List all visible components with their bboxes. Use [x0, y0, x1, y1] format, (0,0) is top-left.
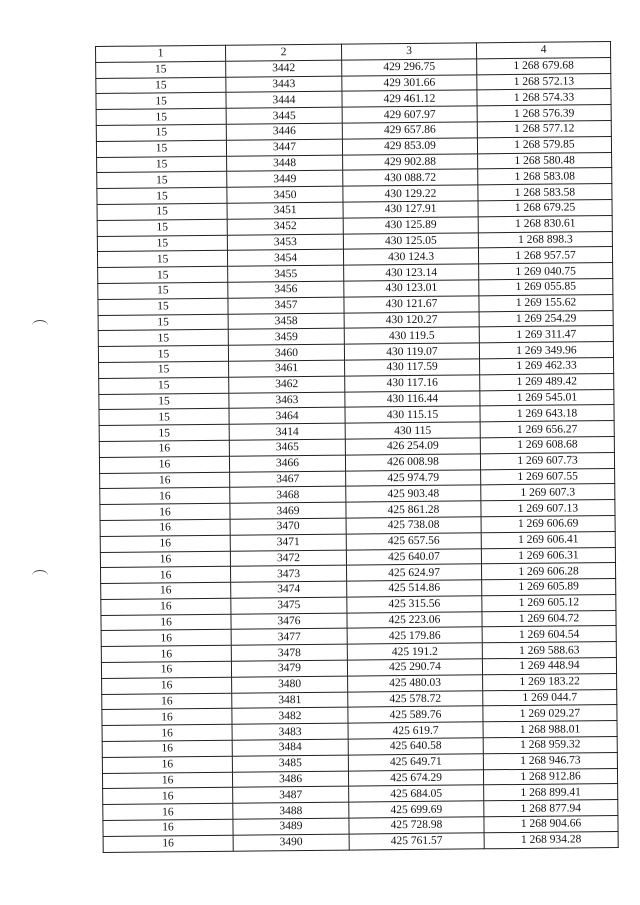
table-body [96, 57, 619, 852]
y-coordinate-cell: 1 268 957.57 [478, 247, 612, 264]
x-coordinate-cell: 425 179.86 [347, 627, 482, 644]
point-number-cell: 3478 [231, 644, 347, 661]
section-number-cell: 15 [99, 377, 229, 394]
section-number-cell: 15 [96, 77, 226, 94]
point-number-cell: 3461 [229, 360, 345, 377]
x-coordinate-cell: 425 674.29 [348, 769, 483, 786]
section-number-cell: 16 [101, 630, 231, 647]
x-coordinate-cell: 426 008.98 [345, 454, 480, 471]
y-coordinate-cell: 1 268 904.66 [484, 816, 618, 833]
y-coordinate-cell: 1 269 040.75 [479, 263, 613, 280]
y-coordinate-cell: 1 269 607.13 [481, 500, 615, 517]
x-coordinate-cell: 429 657.86 [342, 122, 477, 139]
point-number-cell: 3449 [227, 171, 343, 188]
section-number-cell: 15 [98, 330, 228, 347]
x-coordinate-cell: 425 684.05 [349, 785, 484, 802]
section-number-cell: 16 [101, 646, 231, 663]
y-coordinate-cell: 1 268 679.68 [477, 57, 611, 74]
point-number-cell: 3474 [231, 581, 347, 598]
y-coordinate-cell: 1 268 912.86 [483, 768, 617, 785]
x-coordinate-cell: 429 296.75 [342, 59, 477, 76]
y-coordinate-cell: 1 268 934.28 [484, 831, 618, 848]
section-number-cell: 15 [97, 187, 227, 204]
point-number-cell: 3446 [226, 123, 342, 140]
x-coordinate-cell: 425 728.98 [349, 817, 484, 834]
x-coordinate-cell: 425 624.97 [346, 564, 481, 581]
point-number-cell: 3477 [231, 629, 347, 646]
x-coordinate-cell: 429 461.12 [342, 90, 477, 107]
x-coordinate-cell: 430 123.01 [344, 280, 479, 297]
x-coordinate-cell: 425 315.56 [347, 596, 482, 613]
point-number-cell: 3487 [233, 787, 349, 804]
section-number-cell: 16 [101, 598, 231, 615]
section-number-cell: 15 [98, 266, 228, 283]
x-coordinate-cell: 425 223.06 [347, 611, 482, 628]
column-header: 2 [225, 44, 341, 61]
section-number-cell: 15 [99, 361, 229, 378]
section-number-cell: 16 [102, 724, 232, 741]
section-number-cell: 15 [97, 203, 227, 220]
section-number-cell: 15 [98, 345, 228, 362]
point-number-cell: 3476 [231, 613, 347, 630]
y-coordinate-cell: 1 269 489.42 [480, 373, 614, 390]
point-number-cell: 3456 [228, 281, 344, 298]
point-number-cell: 3463 [229, 392, 345, 409]
x-coordinate-cell: 425 619.7 [348, 722, 483, 739]
point-number-cell: 3448 [227, 155, 343, 172]
y-coordinate-cell: 1 269 607.73 [480, 452, 614, 469]
section-number-cell: 15 [96, 108, 226, 125]
section-number-cell: 16 [102, 709, 232, 726]
x-coordinate-cell: 430 088.72 [343, 169, 478, 186]
point-number-cell: 3480 [232, 676, 348, 693]
x-coordinate-cell: 429 853.09 [342, 138, 477, 155]
x-coordinate-cell: 425 640.58 [348, 738, 483, 755]
section-number-cell: 16 [100, 535, 230, 552]
y-coordinate-cell: 1 269 607.55 [481, 468, 615, 485]
point-number-cell: 3472 [230, 550, 346, 567]
y-coordinate-cell: 1 269 588.63 [482, 642, 616, 659]
x-coordinate-cell: 430 117.59 [345, 359, 480, 376]
x-coordinate-cell: 425 589.76 [348, 706, 483, 723]
y-coordinate-cell: 1 269 055.85 [479, 278, 613, 295]
point-number-cell: 3455 [228, 265, 344, 282]
point-number-cell: 3483 [232, 723, 348, 740]
x-coordinate-cell: 430 123.14 [344, 264, 479, 281]
y-coordinate-cell: 1 269 604.72 [482, 610, 616, 627]
point-number-cell: 3450 [227, 186, 343, 203]
section-number-cell: 16 [100, 519, 230, 536]
point-number-cell: 3453 [227, 234, 343, 251]
section-number-cell: 15 [97, 251, 227, 268]
point-number-cell: 3464 [229, 407, 345, 424]
x-coordinate-cell: 425 191.2 [347, 643, 482, 660]
section-number-cell: 16 [102, 756, 232, 773]
y-coordinate-cell: 1 269 656.27 [480, 421, 614, 438]
point-number-cell: 3467 [230, 471, 346, 488]
section-number-cell: 16 [102, 693, 232, 710]
section-number-cell: 16 [102, 677, 232, 694]
section-number-cell: 15 [96, 61, 226, 78]
y-coordinate-cell: 1 268 877.94 [484, 800, 618, 817]
x-coordinate-cell: 426 254.09 [345, 438, 480, 455]
section-number-cell: 15 [97, 219, 227, 236]
x-coordinate-cell: 425 649.71 [348, 754, 483, 771]
point-number-cell: 3414 [229, 423, 345, 440]
x-coordinate-cell: 430 116.44 [345, 390, 480, 407]
point-number-cell: 3462 [229, 376, 345, 393]
y-coordinate-cell: 1 269 183.22 [483, 673, 617, 690]
point-number-cell: 3444 [226, 92, 342, 109]
x-coordinate-cell: 430 115.15 [345, 406, 480, 423]
section-number-cell: 16 [99, 440, 229, 457]
point-number-cell: 3457 [228, 297, 344, 314]
y-coordinate-cell: 1 269 311.47 [479, 326, 613, 343]
section-number-cell: 16 [100, 472, 230, 489]
y-coordinate-cell: 1 268 574.33 [477, 89, 611, 106]
y-coordinate-cell: 1 269 462.33 [480, 357, 614, 374]
point-number-cell: 3473 [231, 565, 347, 582]
section-number-cell: 16 [101, 661, 231, 678]
section-number-cell: 16 [103, 803, 233, 820]
point-number-cell: 3458 [228, 313, 344, 330]
section-number-cell: 15 [97, 172, 227, 189]
x-coordinate-cell: 430 125.89 [343, 217, 478, 234]
point-number-cell: 3469 [230, 502, 346, 519]
point-number-cell: 3452 [227, 218, 343, 235]
x-coordinate-cell: 425 514.86 [347, 580, 482, 597]
x-coordinate-cell: 425 480.03 [348, 675, 483, 692]
point-number-cell: 3442 [226, 60, 342, 77]
section-number-cell: 16 [99, 456, 229, 473]
y-coordinate-cell: 1 268 576.39 [477, 105, 611, 122]
point-number-cell: 3481 [232, 692, 348, 709]
binder-hole-mark [32, 320, 48, 331]
x-coordinate-cell: 430 119.5 [344, 327, 479, 344]
point-number-cell: 3460 [228, 344, 344, 361]
y-coordinate-cell: 1 269 608.68 [480, 436, 614, 453]
y-coordinate-cell: 1 268 898.3 [478, 231, 612, 248]
x-coordinate-cell: 430 127.91 [343, 201, 478, 218]
point-number-cell: 3482 [232, 708, 348, 725]
section-number-cell: 16 [100, 551, 230, 568]
y-coordinate-cell: 1 268 946.73 [483, 752, 617, 769]
y-coordinate-cell: 1 268 988.01 [483, 721, 617, 738]
point-number-cell: 3485 [232, 755, 348, 772]
section-number-cell: 16 [101, 582, 231, 599]
point-number-cell: 3471 [230, 534, 346, 551]
point-number-cell: 3465 [229, 439, 345, 456]
x-coordinate-cell: 430 121.67 [344, 296, 479, 313]
y-coordinate-cell: 1 269 349.96 [479, 342, 613, 359]
y-coordinate-cell: 1 269 605.89 [482, 579, 616, 596]
x-coordinate-cell: 430 117.16 [345, 375, 480, 392]
y-coordinate-cell: 1 268 830.61 [478, 215, 612, 232]
y-coordinate-cell: 1 268 580.48 [478, 152, 612, 169]
x-coordinate-cell: 430 119.07 [344, 343, 479, 360]
y-coordinate-cell: 1 269 155.62 [479, 294, 613, 311]
x-coordinate-cell: 425 761.57 [349, 833, 484, 850]
y-coordinate-cell: 1 268 579.85 [477, 136, 611, 153]
x-coordinate-cell: 425 640.07 [346, 548, 481, 565]
y-coordinate-cell: 1 269 606.28 [481, 563, 615, 580]
section-number-cell: 15 [98, 282, 228, 299]
point-number-cell: 3490 [233, 834, 349, 851]
x-coordinate-cell: 429 902.88 [343, 153, 478, 170]
x-coordinate-cell: 430 124.3 [343, 248, 478, 265]
coordinates-table [95, 41, 619, 853]
section-number-cell: 16 [101, 567, 231, 584]
section-number-cell: 15 [97, 156, 227, 173]
x-coordinate-cell: 425 738.08 [346, 517, 481, 534]
x-coordinate-cell: 429 301.66 [342, 74, 477, 91]
y-coordinate-cell: 1 269 643.18 [480, 405, 614, 422]
section-number-cell: 15 [99, 393, 229, 410]
point-number-cell: 3454 [227, 249, 343, 266]
section-number-cell: 16 [100, 503, 230, 520]
x-coordinate-cell: 425 974.79 [346, 469, 481, 486]
column-header: 1 [96, 45, 226, 62]
point-number-cell: 3470 [230, 518, 346, 535]
y-coordinate-cell: 1 269 605.12 [482, 594, 616, 611]
binder-hole-mark [32, 570, 48, 581]
y-coordinate-cell: 1 269 545.01 [480, 389, 614, 406]
column-header: 4 [476, 42, 610, 59]
point-number-cell: 3447 [226, 139, 342, 156]
x-coordinate-cell: 425 699.69 [349, 801, 484, 818]
x-coordinate-cell: 430 125.05 [343, 232, 478, 249]
x-coordinate-cell: 430 129.22 [343, 185, 478, 202]
y-coordinate-cell: 1 269 254.29 [479, 310, 613, 327]
point-number-cell: 3451 [227, 202, 343, 219]
point-number-cell: 3445 [226, 107, 342, 124]
x-coordinate-cell: 425 578.72 [348, 690, 483, 707]
section-number-cell: 15 [96, 124, 226, 141]
section-number-cell: 16 [102, 740, 232, 757]
section-number-cell: 15 [99, 424, 229, 441]
y-coordinate-cell: 1 269 606.69 [481, 515, 615, 532]
y-coordinate-cell: 1 269 606.41 [481, 531, 615, 548]
point-number-cell: 3466 [229, 455, 345, 472]
point-number-cell: 3443 [226, 76, 342, 93]
x-coordinate-cell: 425 657.56 [346, 533, 481, 550]
section-number-cell: 16 [102, 772, 232, 789]
point-number-cell: 3488 [233, 802, 349, 819]
x-coordinate-cell: 430 115 [345, 422, 480, 439]
x-coordinate-cell: 430 120.27 [344, 311, 479, 328]
y-coordinate-cell: 1 269 607.3 [481, 484, 615, 501]
section-number-cell: 15 [96, 140, 226, 157]
x-coordinate-cell: 425 903.48 [346, 485, 481, 502]
y-coordinate-cell: 1 268 572.13 [477, 73, 611, 90]
point-number-cell: 3468 [230, 486, 346, 503]
y-coordinate-cell: 1 268 959.32 [483, 737, 617, 754]
y-coordinate-cell: 1 268 899.41 [484, 784, 618, 801]
x-coordinate-cell: 425 290.74 [347, 659, 482, 676]
section-number-cell: 15 [97, 235, 227, 252]
y-coordinate-cell: 1 269 044.7 [483, 689, 617, 706]
y-coordinate-cell: 1 268 679.25 [478, 200, 612, 217]
section-number-cell: 15 [96, 93, 226, 110]
section-number-cell: 15 [98, 314, 228, 331]
y-coordinate-cell: 1 269 029.27 [483, 705, 617, 722]
section-number-cell: 16 [100, 488, 230, 505]
x-coordinate-cell: 425 861.28 [346, 501, 481, 518]
section-number-cell: 16 [103, 788, 233, 805]
section-number-cell: 16 [103, 835, 233, 852]
y-coordinate-cell: 1 269 448.94 [482, 658, 616, 675]
column-header: 3 [341, 43, 476, 60]
point-number-cell: 3459 [228, 328, 344, 345]
x-coordinate-cell: 429 607.97 [342, 106, 477, 123]
section-number-cell: 16 [101, 614, 231, 631]
point-number-cell: 3479 [231, 660, 347, 677]
section-number-cell: 16 [103, 819, 233, 836]
y-coordinate-cell: 1 268 583.58 [478, 184, 612, 201]
point-number-cell: 3475 [231, 597, 347, 614]
y-coordinate-cell: 1 269 606.31 [481, 547, 615, 564]
section-number-cell: 15 [99, 409, 229, 426]
section-number-cell: 15 [98, 298, 228, 315]
y-coordinate-cell: 1 268 577.12 [477, 121, 611, 138]
y-coordinate-cell: 1 269 604.54 [482, 626, 616, 643]
point-number-cell: 3489 [233, 818, 349, 835]
y-coordinate-cell: 1 268 583.08 [478, 168, 612, 185]
point-number-cell: 3486 [232, 771, 348, 788]
point-number-cell: 3484 [232, 739, 348, 756]
